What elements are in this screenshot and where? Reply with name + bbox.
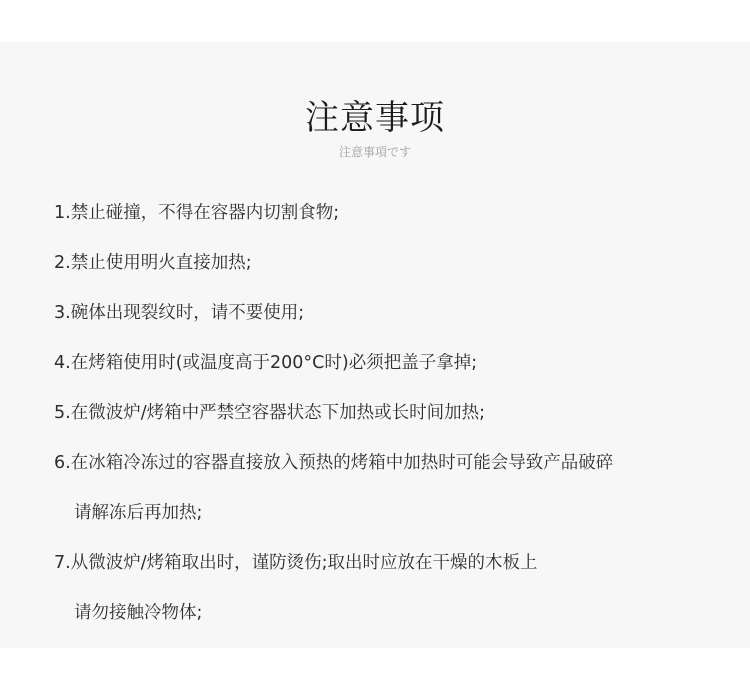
content-panel (0, 42, 750, 648)
note-line-7-continued: 请勿接触冷物体; (74, 603, 203, 623)
note-line-6-continued: 请解冻后再加热; (74, 503, 203, 523)
page-subtitle: 注意事項です (338, 145, 411, 159)
note-line-7: 7.从微波炉/烤箱取出时，谨防烫伤;取出时应放在干燥的木板上 (54, 553, 538, 573)
note-line-6: 6.在冰箱冷冻过的容器直接放入预热的烤箱中加热时可能会导致产品破碎 (54, 453, 614, 473)
note-line-3: 3.碗体出现裂纹时，请不要使用; (54, 303, 305, 323)
page-title: 注意事项 (305, 98, 445, 138)
note-line-5: 5.在微波炉/烤箱中严禁空容器状态下加热或长时间加热; (54, 403, 485, 423)
note-line-2: 2.禁止使用明火直接加热; (54, 253, 252, 273)
note-line-1: 1.禁止碰撞，不得在容器内切割食物; (54, 203, 340, 223)
note-line-4: 4.在烤箱使用时(或温度高于200°C时)必须把盖子拿掉; (54, 353, 478, 373)
